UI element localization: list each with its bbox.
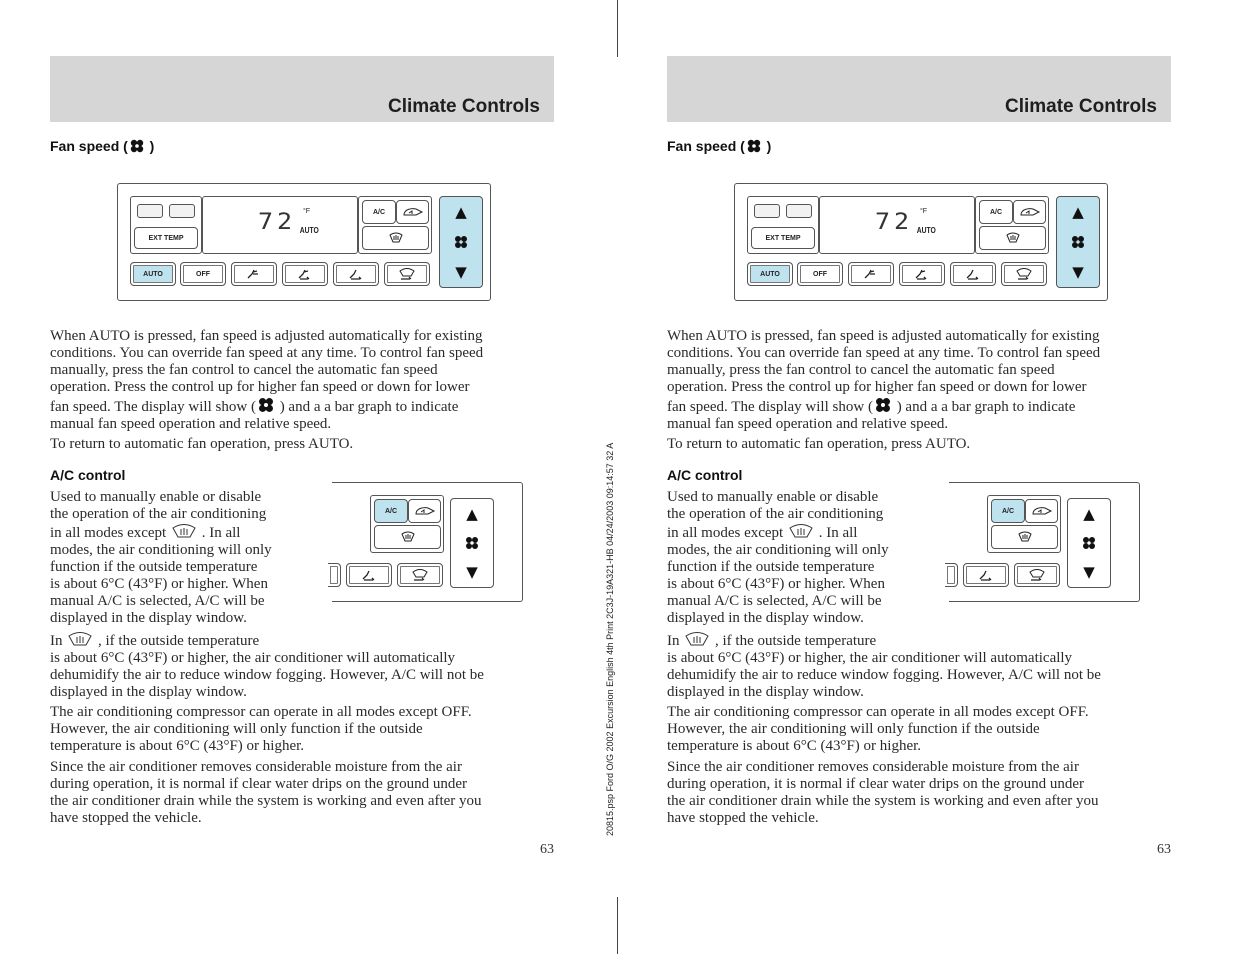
page-number: 63 [1157,842,1171,857]
fan-heading-suffix: ) [762,138,772,154]
fan-up-icon[interactable]: ▲ [1083,505,1095,523]
text-line: the operation of the air conditioning [50,506,267,522]
indicator-slot [137,204,163,218]
center-divider-bottom [617,897,618,954]
indicator-slot [754,204,780,218]
ac-block [370,495,444,553]
fan-speed-rocker[interactable] [450,498,494,588]
ext-temp-button[interactable]: EXT TEMP [134,227,198,249]
bilevel-icon [296,268,314,280]
off-button[interactable]: OFF [797,262,843,286]
text-fragment: In [50,633,63,649]
text-fragment: ) and a a bar graph to indicate [279,399,459,415]
text-line: function if the outside temperature [50,559,258,575]
max-defrost-button[interactable] [362,226,429,250]
text-fragment: ) and a a bar graph to indicate [896,399,1076,415]
ac-button[interactable]: A/C [979,200,1013,224]
text-line: during operation, it is normal if clear water drips on the ground under [50,776,467,792]
fan-up-icon[interactable]: ▲ [466,505,478,523]
ac-button[interactable]: A/C [374,499,408,523]
text-line [50,631,554,650]
floor-icon [360,569,378,581]
text-line: manual A/C is selected, A/C will be [667,593,882,609]
fan-down-icon[interactable]: ▼ [455,263,467,281]
text-fragment: . In all [201,525,241,541]
floor-icon [964,268,982,280]
ac-description [50,489,310,627]
ac-button[interactable]: A/C [991,499,1025,523]
panel-mode-button[interactable] [848,262,894,286]
floor-mode-button[interactable] [950,262,996,286]
floor-defrost-icon [397,267,417,281]
text-line: Used to manually enable or disable [50,489,262,505]
temperature-readout: 72 [258,208,297,235]
text-line: manually, press the fan control to cancel the automatic fan speed [667,362,1055,378]
text-fragment: in all modes except [50,525,167,541]
text-line: temperature is about 6°C (43°F) or higher. [667,738,922,754]
text-line: However, the air conditioning will only function if the outside [50,721,423,737]
text-line: temperature is about 6°C (43°F) or higher. [50,738,305,754]
floor-icon [347,268,365,280]
fan-down-icon[interactable]: ▼ [1072,263,1084,281]
fan-return-note: To return to automatic fan operation, press AUTO. [50,436,354,452]
ac-control-heading: A/C control [50,467,126,483]
header-band [667,56,1171,122]
text-fragment: fan speed. The display will show ( [50,399,256,415]
display-mode: AUTO [299,226,319,235]
fan-speed-heading [50,138,154,154]
fan-icon [453,234,469,255]
defrost-icon [1017,531,1033,543]
text-line: conditions. You can override fan speed at any time. To control fan speed [50,345,484,361]
text-line: Since the air conditioner removes considerable moisture from the air [50,759,462,775]
indicator-slot [786,204,812,218]
partial-button [328,563,341,587]
fan-heading-prefix: Fan speed ( [50,138,128,154]
floor-defrost-button[interactable] [1014,563,1060,587]
text-line: When AUTO is pressed, fan speed is adjusted automatically for existing [50,328,483,344]
display-window [819,196,975,254]
floor-defrost-icon [1014,267,1034,281]
fan-icon [1081,535,1097,556]
recirculate-icon [414,505,436,517]
ext-temp-block [747,196,819,254]
left-page [50,0,554,954]
print-slug: 20815.psp Ford O/G 2002 Excursion English 4th Print 2C3J-19A321-HB 04/24/2003 09:14:57 32 A [605,442,615,836]
text-line: the air conditioner drain while the system is working and even after you [667,793,1099,809]
defrost-icon [400,531,416,543]
fan-heading-prefix: Fan speed ( [667,138,745,154]
max-defrost-button[interactable] [991,525,1058,549]
recirculate-button[interactable] [408,499,441,523]
page-title: Climate Controls [1004,96,1157,117]
right-page [667,0,1171,954]
panel-mode-button[interactable] [231,262,277,286]
text-line [50,523,310,542]
fan-icon [257,396,275,414]
text-fragment: , if the outside temperature [98,633,260,649]
fan-return-note: To return to automatic fan operation, press AUTO. [667,436,971,452]
fan-description [50,328,554,433]
text-line: The air conditioning compressor can operate in all modes except OFF. [50,704,472,720]
floor-mode-button[interactable] [346,563,392,587]
ext-temp-button[interactable]: EXT TEMP [751,227,815,249]
text-line: is about 6°C (43°F) or higher. When [667,576,885,592]
compressor-note [667,704,1171,755]
max-defrost-button[interactable] [979,226,1046,250]
recirculate-button[interactable] [396,200,429,224]
display-window [202,196,358,254]
text-line: When AUTO is pressed, fan speed is adjusted automatically for existing [667,328,1100,344]
text-line: displayed in the display window. [50,610,247,626]
text-line: manual fan speed operation and relative speed. [667,416,949,432]
recirculate-icon [402,206,424,218]
text-line: However, the air conditioning will only function if the outside [667,721,1040,737]
text-line: is about 6°C (43°F) or higher, the air conditioner will automatically [667,650,1073,666]
fan-icon [874,396,892,414]
text-line: displayed in the display window. [50,684,247,700]
page-title: Climate Controls [387,96,540,117]
recirculate-button[interactable] [1025,499,1058,523]
floor-defrost-button[interactable] [384,262,430,286]
ac-panel-detail [332,482,523,602]
text-line: the operation of the air conditioning [667,506,884,522]
text-line: The air conditioning compressor can operate in all modes except OFF. [667,704,1089,720]
text-line: dehumidify the air to reduce window fogging. However, A/C will not be [667,667,1101,683]
text-line: manual A/C is selected, A/C will be [50,593,265,609]
fan-icon [464,535,480,556]
text-line: have stopped the vehicle. [50,810,202,826]
compressor-note [50,704,554,755]
text-line: modes, the air conditioning will only [667,542,889,558]
defrost-icon [787,523,815,539]
indicator-slot [169,204,195,218]
text-line: Used to manually enable or disable [667,489,879,505]
header-band [50,56,554,122]
ac-description [667,489,927,627]
fan-description [667,328,1171,433]
panel-vent-icon [245,268,263,280]
text-fragment: , if the outside temperature [715,633,877,649]
recirculate-icon [1031,505,1053,517]
defrost-ac-note [50,631,554,701]
off-button[interactable]: OFF [180,262,226,286]
condensation-note [50,759,554,827]
auto-button[interactable]: AUTO [747,262,793,286]
text-line [667,523,927,542]
temperature-unit: °F [920,208,928,215]
text-line: dehumidify the air to reduce window fogging. However, A/C will not be [50,667,484,683]
display-mode: AUTO [916,226,936,235]
floor-defrost-button[interactable] [1001,262,1047,286]
fan-icon [746,138,762,154]
defrost-icon [170,523,198,539]
ac-button[interactable]: A/C [362,200,396,224]
floor-defrost-icon [410,568,430,582]
floor-defrost-icon [1027,568,1047,582]
text-line [667,631,1171,650]
fan-heading-suffix: ) [145,138,155,154]
text-line: modes, the air conditioning will only [50,542,272,558]
text-line: is about 6°C (43°F) or higher, the air conditioner will automatically [50,650,456,666]
text-line: is about 6°C (43°F) or higher. When [50,576,268,592]
text-line: operation. Press the control up for higher fan speed or down for lower [50,379,470,395]
ac-block [358,196,432,254]
condensation-note [667,759,1171,827]
fan-speed-rocker[interactable] [439,196,483,288]
floor-mode-button[interactable] [963,563,1009,587]
text-line: displayed in the display window. [667,610,864,626]
floor-icon [977,569,995,581]
text-fragment: In [667,633,680,649]
fan-icon [129,138,145,154]
text-line: displayed in the display window. [667,684,864,700]
floor-mode-button[interactable] [333,262,379,286]
fan-up-icon[interactable]: ▲ [1072,203,1084,221]
text-line [667,396,1171,416]
fan-speed-rocker[interactable] [1067,498,1111,588]
temperature-unit: °F [303,208,311,215]
text-line: conditions. You can override fan speed at any time. To control fan speed [667,345,1101,361]
ext-temp-block [130,196,202,254]
bilevel-mode-button[interactable] [282,262,328,286]
ac-control-heading: A/C control [667,467,743,483]
ac-block [975,196,1049,254]
defrost-icon [1005,232,1021,244]
fan-up-icon[interactable]: ▲ [455,203,467,221]
fan-speed-rocker[interactable] [1056,196,1100,288]
recirculate-icon [1019,206,1041,218]
partial-button [945,563,958,587]
defrost-icon [683,631,711,647]
defrost-ac-note [667,631,1171,701]
ac-block [987,495,1061,553]
text-line [50,396,554,416]
max-defrost-button[interactable] [374,525,441,549]
ac-panel-detail [949,482,1140,602]
text-line: Since the air conditioner removes considerable moisture from the air [667,759,1079,775]
fan-speed-heading [667,138,771,154]
bilevel-icon [913,268,931,280]
text-line: the air conditioner drain while the system is working and even after you [50,793,482,809]
center-divider-top [617,0,618,57]
text-fragment: fan speed. The display will show ( [667,399,873,415]
defrost-icon [66,631,94,647]
text-line: operation. Press the control up for higher fan speed or down for lower [667,379,1087,395]
page-number: 63 [540,842,554,857]
text-line: function if the outside temperature [667,559,875,575]
fan-icon [1070,234,1086,255]
temperature-readout: 72 [875,208,914,235]
fan-down-icon[interactable]: ▼ [1083,563,1095,581]
text-fragment: . In all [818,525,858,541]
climate-control-panel [734,183,1108,301]
defrost-icon [388,232,404,244]
floor-defrost-button[interactable] [397,563,443,587]
text-fragment: in all modes except [667,525,784,541]
bilevel-mode-button[interactable] [899,262,945,286]
text-line: have stopped the vehicle. [667,810,819,826]
text-line: manually, press the fan control to cancel the automatic fan speed [50,362,438,378]
auto-button[interactable]: AUTO [130,262,176,286]
text-line: manual fan speed operation and relative speed. [50,416,332,432]
climate-control-panel [117,183,491,301]
text-line: during operation, it is normal if clear water drips on the ground under [667,776,1084,792]
recirculate-button[interactable] [1013,200,1046,224]
panel-vent-icon [862,268,880,280]
fan-down-icon[interactable]: ▼ [466,563,478,581]
